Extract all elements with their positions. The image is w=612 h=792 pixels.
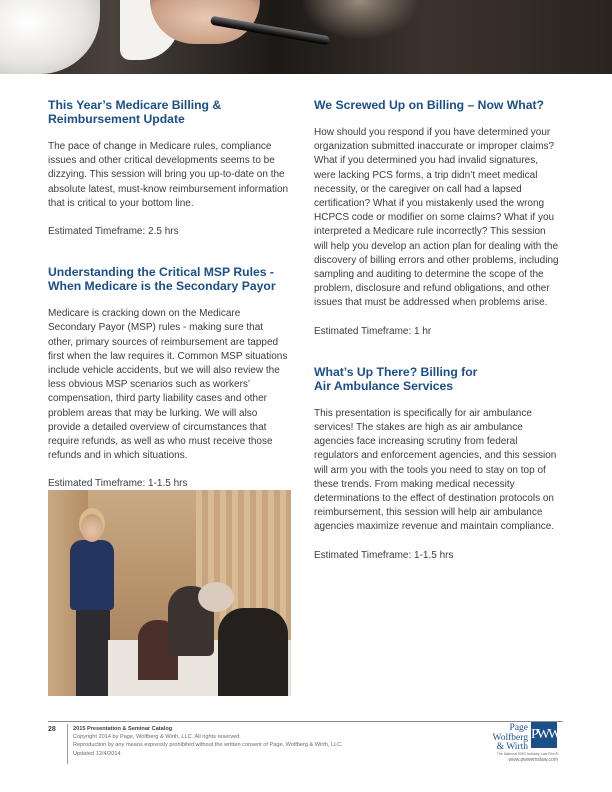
reproduction-line: Reproduction by any means expressly prohibited without the written consent of Page, Wolfberg & Wirth, LLC. xyxy=(73,742,343,749)
footer-text xyxy=(73,725,433,758)
section-screwed-up-billing xyxy=(314,98,560,339)
catalog-title: 2015 Presentation & Seminar Catalog xyxy=(73,726,173,732)
footer-divider xyxy=(67,724,68,764)
logo-tagline: The National EMS Industry Law Firm® xyxy=(496,752,558,756)
logo-mark-icon: PWW xyxy=(531,722,557,748)
section-title-line2: Air Ambulance Services xyxy=(314,378,454,393)
photo-audience-member xyxy=(198,582,234,612)
logo-line1: Page xyxy=(509,723,528,733)
updated-line: Updated 12/4/2014 xyxy=(73,750,121,757)
logo-names xyxy=(478,724,528,753)
section-timeframe: Estimated Timeframe: 1-1.5 hrs xyxy=(48,478,188,490)
section-title xyxy=(48,265,290,293)
photo-presenter-head xyxy=(81,514,103,542)
section-body: This presentation is specifically for air ambulance services! The stakes are high as air ambulance agencies face increasing scrutiny from federal regulators and enforcement agencies, and this session will arm you with the tools you need to stay on top of these trends. From making medical necessity determinations to the effect of destination protocols on reimbursement, this session will help air ambulance agencies maximize revenue and maintain compliance. xyxy=(314,407,557,533)
section-air-ambulance xyxy=(314,365,560,563)
header-photo xyxy=(0,0,612,74)
section-title xyxy=(314,98,560,112)
left-column xyxy=(48,98,290,518)
section-title-line1: We Screwed Up on Billing – Now What? xyxy=(314,98,544,112)
section-title xyxy=(48,98,290,126)
section-title-line1: What’s Up There? Billing for xyxy=(314,364,478,379)
section-title-line2: Reimbursement Update xyxy=(48,112,185,126)
copyright-line: Copyright 2014 by Page, Wolfberg & Wirth, LLC. All rights reserved. xyxy=(73,734,241,741)
section-msp-rules xyxy=(48,265,290,491)
section-timeframe: Estimated Timeframe: 1-1.5 hrs xyxy=(314,549,454,561)
section-timeframe: Estimated Timeframe: 1 hr xyxy=(314,325,432,337)
logo-line2: Wolfberg xyxy=(492,732,528,743)
logo-line3: & Wirth xyxy=(496,742,528,752)
photo-presenter-body xyxy=(70,540,114,610)
seminar-photo xyxy=(48,490,291,696)
section-medicare-billing-update xyxy=(48,98,290,239)
section-title-line1: This Year’s Medicare Billing & xyxy=(48,98,222,112)
section-body: How should you respond if you have determined your organization submitted inaccurate or improper claims? What if you determined you had invalid signatures, were lacking PCS forms, a trip didn’t meet medical necessity, or the caregiver on call had a lapsed certification? What if you mistakenly used the wrong HCPCS code or modifier on some claims? What if you interpreted a Medicare rule incorrectly? This session will help you develop an action plan for dealing with the discovery of billing errors and other problems, including sampling and auditing to determine the scope of the problem, disclosure and refund obligations, and other issues that must be addressed when problems arise. xyxy=(314,127,559,309)
section-title-line1: Understanding the Critical MSP Rules - xyxy=(48,265,274,280)
section-title xyxy=(314,365,560,393)
company-logo xyxy=(478,722,562,766)
photo-presenter-legs xyxy=(76,608,110,696)
section-title-line2: When Medicare is the Secondary Payor xyxy=(48,279,276,294)
photo-audience-member xyxy=(218,608,288,696)
section-timeframe: Estimated Timeframe: 2.5 hrs xyxy=(48,226,179,238)
photo-sleeve xyxy=(0,0,100,74)
logo-url: www.pwwemslaw.com xyxy=(508,757,558,763)
section-body: Medicare is cracking down on the Medicare Secondary Payor (MSP) rules - making sure that other, primary sources of reimbursement are tapped first when the law requires it. Common MSP situations include vehicle accidents, but we will also review the less obvious MSP scenarios such as workers’ compensation, third party liability cases and other problem areas that may be lurking. We will also provide a detailed overview of circumstances that require refunds, as well as who must receive those refunds and in which situations. xyxy=(48,308,288,462)
section-body: The pace of change in Medicare rules, compliance issues and other critical developments seems to be dizzying. This session will bring you up-to-date on the absolute latest, must-know reimbursement information that is critical to your bottom line. xyxy=(48,141,289,209)
page-number: 28 xyxy=(48,726,56,733)
right-column xyxy=(314,98,560,589)
